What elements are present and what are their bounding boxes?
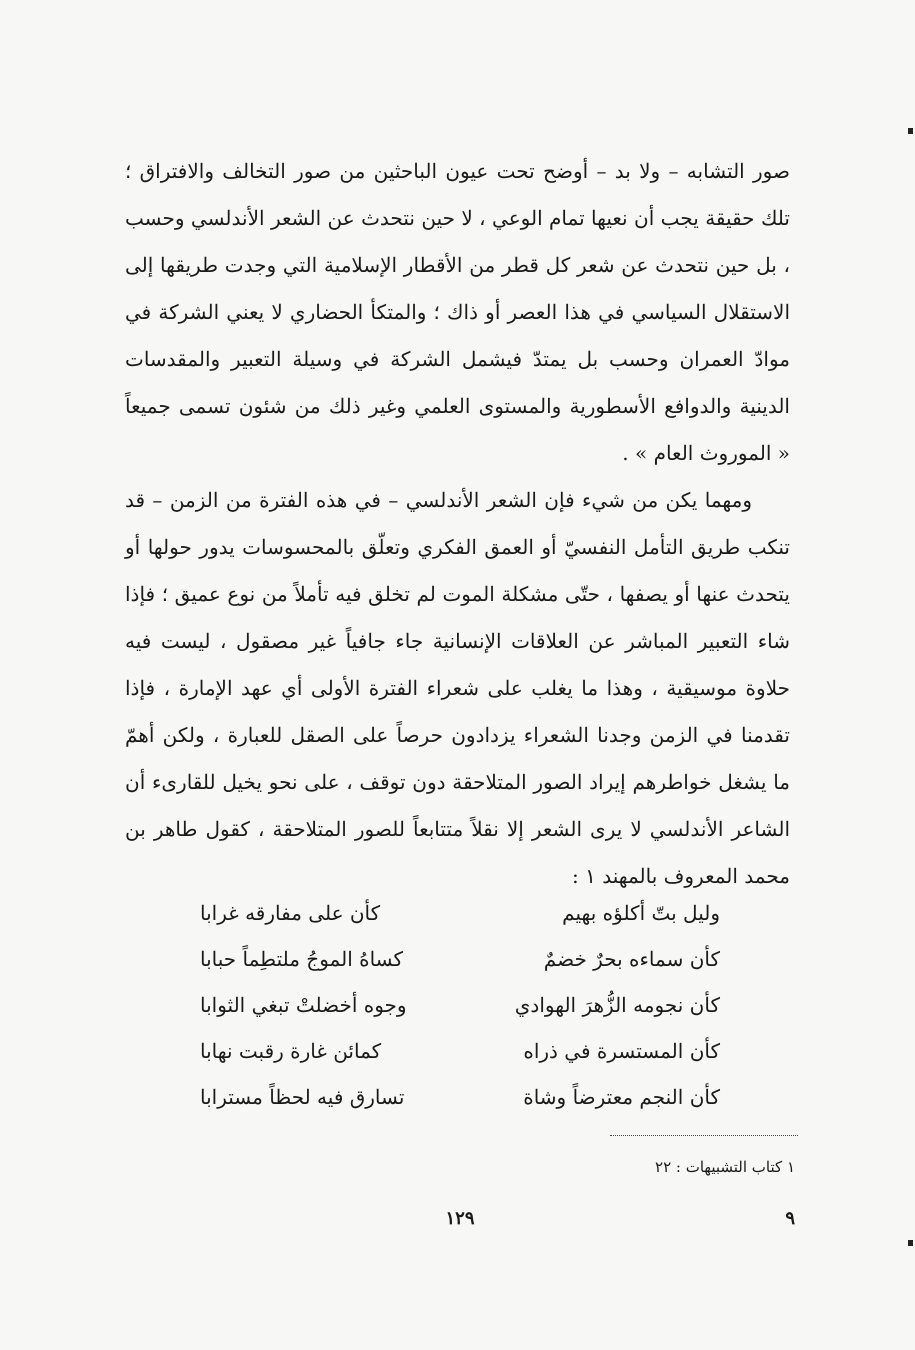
verse-line-5 bbox=[200, 1074, 720, 1120]
paragraph-2: ومهما يكن من شيء فإن الشعر الأندلسي – في هذه الفترة من الزمن – قد تنكب طريق التأمل النفسيّ أو العمق الفكري وتعلّق بالمحسوسات يدور حولها أو يتحدث عنها أو يصفها ، حتّى مشكلة الموت لم تخلق فيه تأملاً من نوع عميق ؛ فإذا شاء التعبير المباشر عن العلاقات الإنسانية جاء جافياً غير مصقول ، ليست فيه حلاوة موسيقية ، وهذا ما يغلب على شعراء الفترة الأولى أي عهد الإمارة ، فإذا تقدمنا في الزمن وجدنا الشعراء يزدادون حرصاً على الصقل للعبارة ، ولكن أهمّ ما يشغل خواطرهم إيراد الصور المتلاحقة دون توقف ، على نحو يخيل للقارىء أن الشاعر الأندلسي لا يرى الشعر إلا نقلاً متتابعاً للصور المتلاحقة ، كقول طاهر بن محمد المعروف بالمهند ١ : bbox=[125, 488, 791, 888]
verse-4-second-hemistich: كمائن غارة رقبت نهابا bbox=[200, 1039, 382, 1063]
verse-4-first-hemistich: كأن المستسرة في ذراه bbox=[523, 1039, 720, 1063]
verse-5-first-hemistich: كأن النجم معترضاً وشاة bbox=[523, 1085, 720, 1109]
verse-3-second-hemistich: وجوه أخضلتْ تبغي الثوابا bbox=[200, 993, 407, 1017]
scan-edge-mark bbox=[908, 128, 913, 134]
paragraph-1: صور التشابه – ولا بد – أوضح تحت عيون الباحثين من صور التخالف والافتراق ؛ تلك حقيقة يجب أن نعيها تمام الوعي ، لا حين نتحدث عن الشعر الأندلسي وحسب ، بل حين نتحدث عن شعر كل قطر من الأقطار الإسلامية التي وجدت طريقها إلى الاستقلال السياسي في هذا العصر أو ذاك ؛ والمتكأ الحضاري لا يعني الشركة في موادّ العمران وحسب بل يمتدّ فيشمل الشركة في وسيلة التعبير والمقدسات الدينية والدوافع الأسطورية والمستوى العلمي وغير ذلك من شئون تسمى جميعاً « الموروث العام » . bbox=[125, 159, 790, 465]
verse-1-first-hemistich: وليل بتّ أكلؤه بهيم bbox=[562, 901, 720, 925]
page-number: ١٢٩ bbox=[445, 1208, 475, 1229]
signature-mark: ٩ bbox=[785, 1208, 795, 1229]
verse-line-3 bbox=[200, 982, 720, 1028]
body-text bbox=[125, 148, 790, 900]
scan-edge-mark bbox=[908, 1240, 913, 1246]
poem-verses bbox=[200, 890, 720, 1120]
footnote: ١ كتاب التشبيهات : ٢٢ bbox=[655, 1158, 795, 1176]
verse-line-4 bbox=[200, 1028, 720, 1074]
verse-5-second-hemistich: تسارق فيه لحظاً مسترابا bbox=[200, 1085, 405, 1109]
verse-1-second-hemistich: كأن على مفارقه غرابا bbox=[200, 901, 381, 925]
verse-3-first-hemistich: كأن نجومه الزُّهرَ الهوادي bbox=[514, 993, 720, 1017]
verse-line-1 bbox=[200, 890, 720, 936]
verse-2-first-hemistich: كأن سماءه بحرٌ خضمٌ bbox=[543, 947, 720, 971]
verse-line-2 bbox=[200, 936, 720, 982]
verse-2-second-hemistich: كساهُ الموجُ ملتطِماً حبابا bbox=[200, 947, 404, 971]
footnote-separator bbox=[610, 1135, 798, 1136]
